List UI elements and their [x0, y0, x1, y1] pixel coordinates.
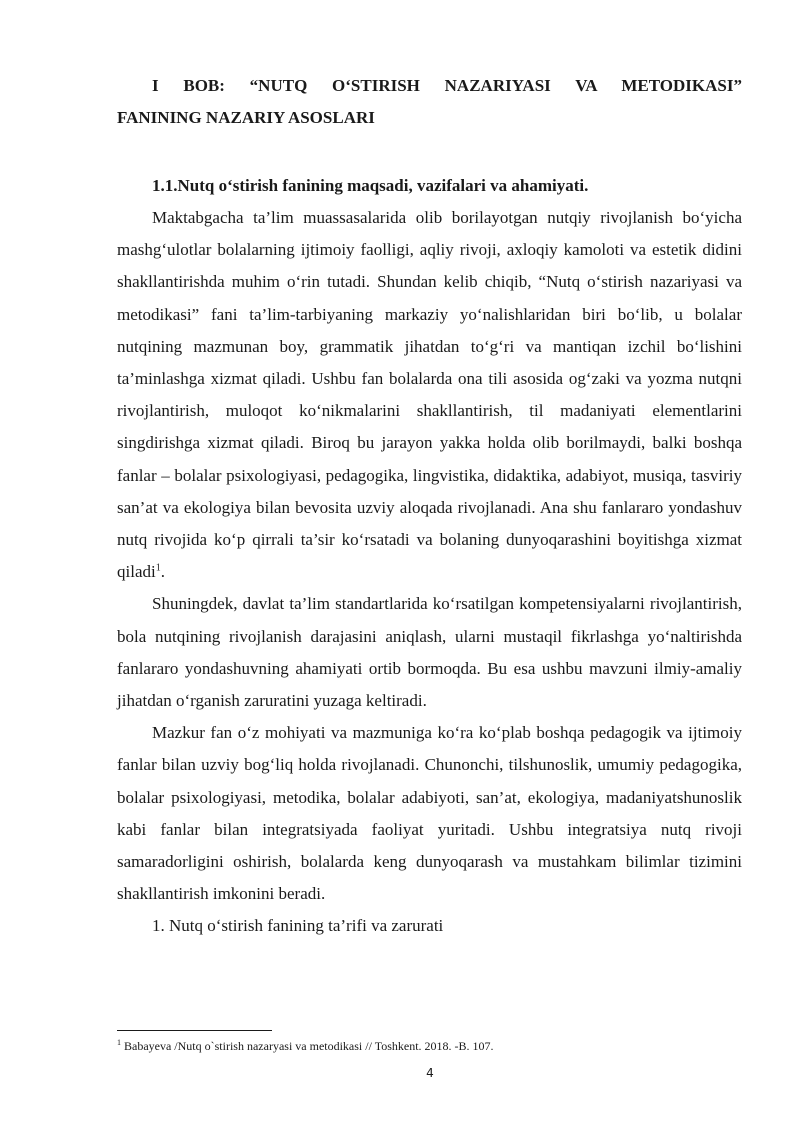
paragraph-2: Shuningdek, davlat ta’lim standartlarida ko‘rsatilgan kompetensiyalarni rivojlantirish, bola nutqining rivojlanish darajasini aniqlash, ularni mustaqil fikrlashga yo‘naltirishda fanlararo yondashuvning ahamiyati ortib bormoqda. Bu esa ushbu mavzuni ilmiy-amaliy jihatdan o‘rganish zaruratini yuzaga keltiradi.: [117, 594, 742, 711]
chapter-title: [117, 70, 742, 134]
footnote-marker: 1: [117, 1038, 121, 1047]
footnote-divider: [117, 1030, 272, 1031]
section-title: 1.1.Nutq o‘stirish fanining maqsadi, vazifalari va ahamiyati.: [152, 176, 589, 195]
page-content: [117, 70, 742, 942]
subheading: 1. Nutq o‘stirish fanining ta’rifi va zarurati: [152, 916, 444, 936]
footnote-text: Babayeva /Nutq o`stirish nazaryasi va metodikasi // Toshkent. 2018. -B. 107.: [124, 1039, 494, 1053]
footnote: [117, 1038, 742, 1054]
chapter-title-line2: FANINING NAZARIY ASOSLARI: [117, 108, 375, 127]
chapter-title-line1: I BOB: “NUTQ O‘STIRISH NAZARIYASI VA METODIKASI”: [152, 76, 742, 95]
paragraph-1-text: Maktabgacha ta’lim muassasalarida olib borilayotgan nutqiy rivojlanish bo‘yicha mashg‘ulotlar bolalarning ijtimoiy faolligi, aqliy rivoji, axloqiy kamoloti va estetik didini shakllantirishda muhim o‘rin tutadi. Shundan kelib chiqib, “Nutq o‘stirish nazariyasi va metodikasi” fani ta’lim-tarbiyaning markaziy yo‘nalishlaridan biri bo‘lib, u bolalar nutqining mazmunan boy, grammatik jihatdan to‘g‘ri va mantiqan izchil bo‘lishini ta’minlashga xizmat qiladi. Ushbu fan bolalarda ona tili asosida og‘zaki va yozma nutqni rivojlantirish, muloqot ko‘nikmalarini shakllantirish, til madaniyati elementlarini singdirishga xizmat qiladi. Biroq bu jarayon yakka holda olib borilmaydi, balki boshqa fanlar – bolalar psixologiyasi, pedagogika, lingvistika, didaktika, adabiyot, musiqa, tasviriy san’at va ekologiya bilan bevosita uzviy aloqada rivojlanadi. Ana shu fanlararo yondashuv nutq rivojida ko‘p qirrali ta’sir ko‘rsatadi va bolaning dunyoqarashini boyitishga xizmat qiladi: [117, 208, 742, 582]
footnote-reference[interactable]: 1: [155, 562, 161, 574]
paragraph-3: Mazkur fan o‘z mohiyati va mazmuniga ko‘ra ko‘plab boshqa pedagogik va ijtimoiy fanlar bilan uzviy bog‘liq holda rivojlanadi. Chunonchi, tilshunoslik, umumiy pedagogika, bolalar psixologiyasi, metodika, bolalar adabiyoti, san’at, ekologiya, madaniyatshunoslik kabi fanlar bilan integratsiyada faoliyat yuritadi. Ushbu integratsiya nutq rivoji samaradorligini oshirish, bolalarda keng dunyoqarash va mustahkam bilimlar tizimini shakllantirish imkonini beradi.: [117, 723, 742, 904]
paragraph-1: Maktabgacha ta’lim muassasalarida olib borilayotgan nutqiy rivojlanish bo‘yicha mashg‘ulotlar bolalarning ijtimoiy faolligi, aqliy rivoji, axloqiy kamoloti va estetik didini shakllantirishda muhim o‘rin tutadi. Shundan kelib chiqib, “Nutq o‘stirish nazariyasi va metodikasi” fani ta’lim-tarbiyaning markaziy yo‘nalishlaridan biri bo‘lib, u bolalar nutqining mazmunan boy, grammatik jihatdan to‘g‘ri va mantiqan izchil bo‘lishini ta’minlashga xizmat qiladi. Ushbu fan bolalarda ona tili asosida og‘zaki va yozma nutqni rivojlantirish, muloqot ko‘nikmalarini shakllantirish, til madaniyati elementlarini singdirishga xizmat qiladi. Biroq bu jarayon yakka holda olib borilmaydi, balki boshqa fanlar – bolalar psixologiyasi, pedagogika, lingvistika, didaktika, adabiyot, musiqa, tasviriy san’at va ekologiya bilan bevosita uzviy aloqada rivojlanadi. Ana shu fanlararo yondashuv nutq rivojida ko‘p qirrali ta’sir ko‘rsatadi va bolaning dunyoqarashini boyitishga xizmat qiladi$^1$.: [117, 208, 742, 582]
page-number: 4: [426, 1066, 434, 1080]
